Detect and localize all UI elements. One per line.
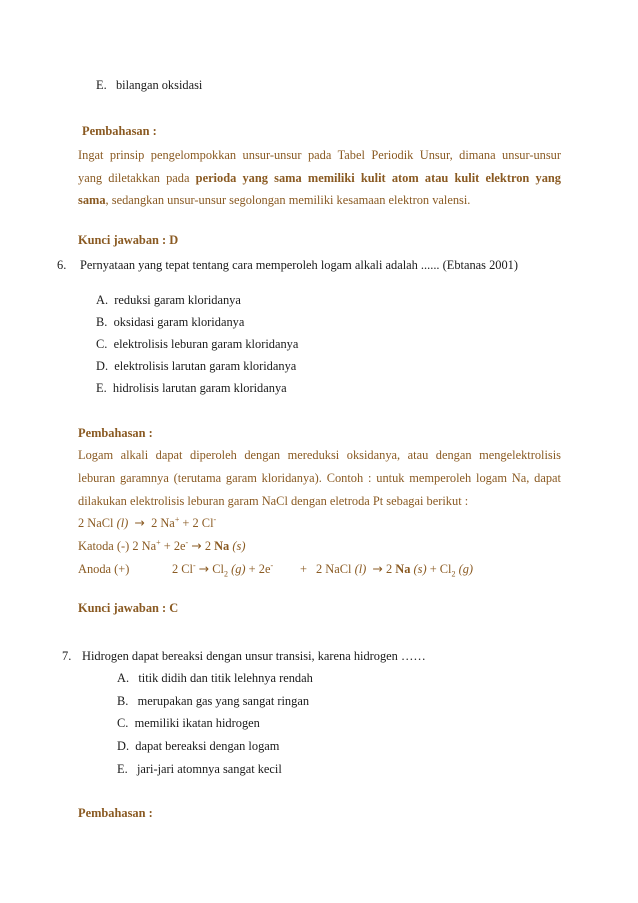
option-letter: B. [117, 694, 129, 708]
reaction-arrow: → [198, 561, 210, 576]
charge-plus: + [156, 537, 161, 547]
charge-minus: - [213, 514, 217, 524]
overall-lhs: 2 NaCl [316, 562, 352, 576]
q7-pembahasan-title: Pembahasan : [78, 806, 153, 820]
overall-plus: + [300, 562, 307, 576]
option-letter: C. [96, 337, 108, 351]
reaction-arrow: → [372, 561, 383, 576]
overall-cl: + Cl [426, 562, 452, 576]
q5-pembahasan-title: Pembahasan : [82, 124, 157, 138]
option-letter: C. [117, 716, 129, 730]
charge-minus: - [270, 560, 274, 570]
q6-option-b [96, 314, 244, 330]
katoda-equation [78, 538, 245, 554]
katoda-na: 2 Na [132, 539, 157, 553]
q6-answer-key: Kunci jawaban : C [78, 601, 179, 615]
option-letter: D. [96, 359, 109, 373]
overall-reaction [316, 561, 473, 577]
q7-option-a [117, 670, 313, 686]
explanation-text: yang diletakkan pada [78, 171, 196, 185]
anoda-cl: 2 Cl [172, 562, 193, 576]
anoda-label: Anoda (+) [78, 562, 130, 576]
overall-coef: 2 [385, 562, 396, 576]
q7-option-d [117, 738, 279, 754]
q6-option-c [96, 336, 298, 352]
subscript-2: 2 [451, 569, 456, 579]
explanation-text: , sedangkan unsur-unsur segolongan memiliki kesamaan elektron valensi. [105, 193, 471, 207]
option-letter: A. [96, 293, 109, 307]
q5-explanation-line1: Ingat prinsip pengelompokkan unsur-unsur pada Tabel Periodik Unsur, dimana unsur-unsur [78, 148, 561, 162]
q7-question: Hidrogen dapat bereaksi dengan unsur transisi, karena hidrogen …… [82, 649, 426, 663]
anoda-half-reaction [172, 561, 273, 577]
option-letter: E. [96, 381, 107, 395]
state-liquid: (l) [354, 562, 367, 576]
state-solid: (s) [413, 562, 427, 576]
anoda-electron: + 2e [245, 562, 271, 576]
explanation-bold-text: perioda yang sama memiliki kulit atom atau kulit elektron yang [195, 171, 561, 185]
q5-option-e [96, 77, 202, 93]
q6-explanation-line1: Logam alkali dapat diperoleh dengan mereduksi oksidanya, atau dengan mengelektrolisis [78, 448, 561, 462]
q6-option-a [96, 292, 241, 308]
option-letter: E. [117, 762, 128, 776]
katoda-electron: + 2e [160, 539, 186, 553]
q7-option-c [117, 715, 260, 731]
option-text: elektrolisis leburan garam kloridanya [113, 337, 299, 351]
charge-plus: + [174, 514, 180, 524]
q6-explanation-line3: dilakukan elektrolisis leburan garam NaCl dengan eletroda Pt sebagai berikut : [78, 494, 469, 508]
reaction-na: 2 Na [151, 516, 175, 530]
q7-number: 7. [62, 649, 72, 663]
q5-answer-key: Kunci jawaban : D [78, 233, 179, 247]
option-letter: D. [117, 739, 130, 753]
charge-minus: - [185, 537, 189, 547]
option-text: memiliki ikatan hidrogen [134, 716, 260, 730]
option-letter: E. [96, 78, 107, 92]
option-text: oksidasi garam kloridanya [113, 315, 245, 329]
q6-pembahasan-title: Pembahasan : [78, 426, 153, 440]
katoda-label: Katoda (-) [78, 539, 130, 553]
option-letter: A. [117, 671, 130, 685]
option-text: bilangan oksidasi [115, 78, 203, 92]
product-coef: 2 [204, 539, 215, 553]
charge-minus: - [193, 560, 196, 570]
option-text: reduksi garam kloridanya [114, 293, 241, 307]
state-liquid: (l) [116, 516, 129, 530]
reaction-arrow: → [134, 515, 145, 530]
overall-na: Na [395, 562, 411, 576]
q7-option-e [117, 761, 282, 777]
reaction-lhs: 2 NaCl [78, 516, 114, 530]
product-element: Na [214, 539, 230, 553]
state-gas: (g) [231, 562, 246, 576]
q5-explanation-line2 [78, 170, 561, 186]
option-letter: B. [96, 315, 108, 329]
option-text: titik didih dan titik lelehnya rendah [138, 671, 313, 685]
option-text: jari-jari atomnya sangat kecil [136, 762, 282, 776]
explanation-bold-text: sama [78, 193, 106, 207]
reaction-cl: + 2 Cl [179, 516, 214, 530]
q6-number: 6. [57, 258, 67, 272]
state-solid: (s) [232, 539, 246, 553]
q7-option-b [117, 693, 309, 709]
q6-option-d [96, 358, 296, 374]
option-text: dapat bereaksi dengan logam [135, 739, 280, 753]
option-text: merupakan gas yang sangat ringan [137, 694, 310, 708]
subscript-2: 2 [224, 569, 228, 579]
q6-explanation-line2: leburan garamnya (terutama garam kloridanya). Contoh : untuk memperoleh logam Na, dapat [78, 471, 561, 485]
option-text: hidrolisis larutan garam kloridanya [112, 381, 287, 395]
option-text: elektrolisis larutan garam kloridanya [114, 359, 297, 373]
q6-question: Pernyataan yang tepat tentang cara memperoleh logam alkali adalah ...... (Ebtanas 2001) [80, 258, 518, 272]
reaction-equation [78, 515, 216, 531]
state-gas: (g) [458, 562, 474, 576]
anoda-cl2: Cl [212, 562, 224, 576]
reaction-arrow: → [191, 538, 202, 553]
q6-option-e [96, 380, 287, 396]
q5-explanation-line3 [78, 192, 470, 208]
